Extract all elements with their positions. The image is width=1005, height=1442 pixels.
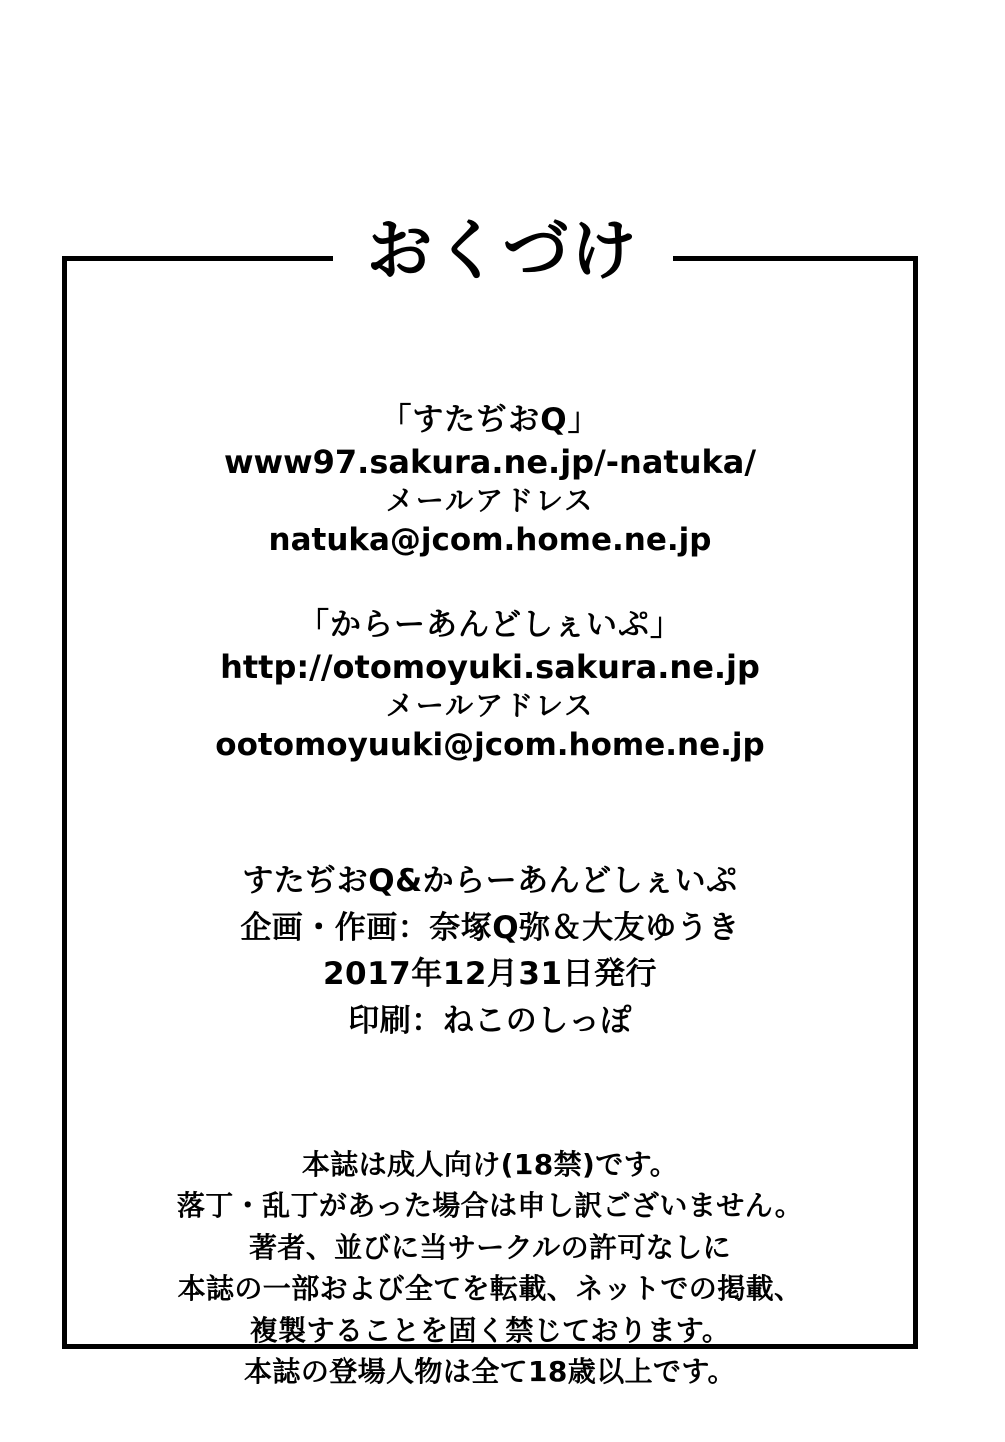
contact-block-studio-q [62,400,918,561]
mail-address: natuka@jcom.home.ne.jp [268,522,712,559]
credit-line: 2017年12月31日発行 [322,956,658,992]
notice-line: 本誌の登場人物は全て18歳以上です。 [244,1355,736,1389]
credits-block [62,858,918,1044]
circle-name: 「すたぢおQ」 [380,402,600,438]
notice-line: 本誌は成人向け(18禁)です。 [301,1148,679,1181]
mail-label: メールアドレス [385,484,595,518]
legal-notice-block [62,1144,918,1393]
credit-line: すたぢおQ&からーあんどしぇいぷ [242,863,738,899]
mail-label: メールアドレス [385,689,595,723]
credit-line: 企画・作画：奈塚Q弥＆大友ゆうき [240,909,740,946]
notice-line: 本誌の一部および全てを転載、ネットでの掲載、 [177,1272,803,1306]
notice-line: 著者、並びに当サークルの許可なしに [249,1230,731,1264]
circle-url: www97.sakura.ne.jp/-natuka/ [223,442,757,481]
notice-line: 落丁・乱丁があった場合は申し訳ございません。 [176,1189,804,1223]
contact-block-color-and-shape [62,605,918,766]
circle-url: http://otomoyuki.sakura.ne.jp [220,647,760,686]
colophon-content [62,256,918,1389]
circle-name: 「からーあんどしぇいぷ」 [298,607,682,643]
credit-line: 印刷：ねこのしっぽ [348,1002,632,1039]
mail-address: ootomoyuuki@jcom.home.ne.jp [215,727,765,764]
page-title: おくづけ [333,218,673,284]
notice-line: 複製することを固く禁じております。 [249,1313,731,1347]
